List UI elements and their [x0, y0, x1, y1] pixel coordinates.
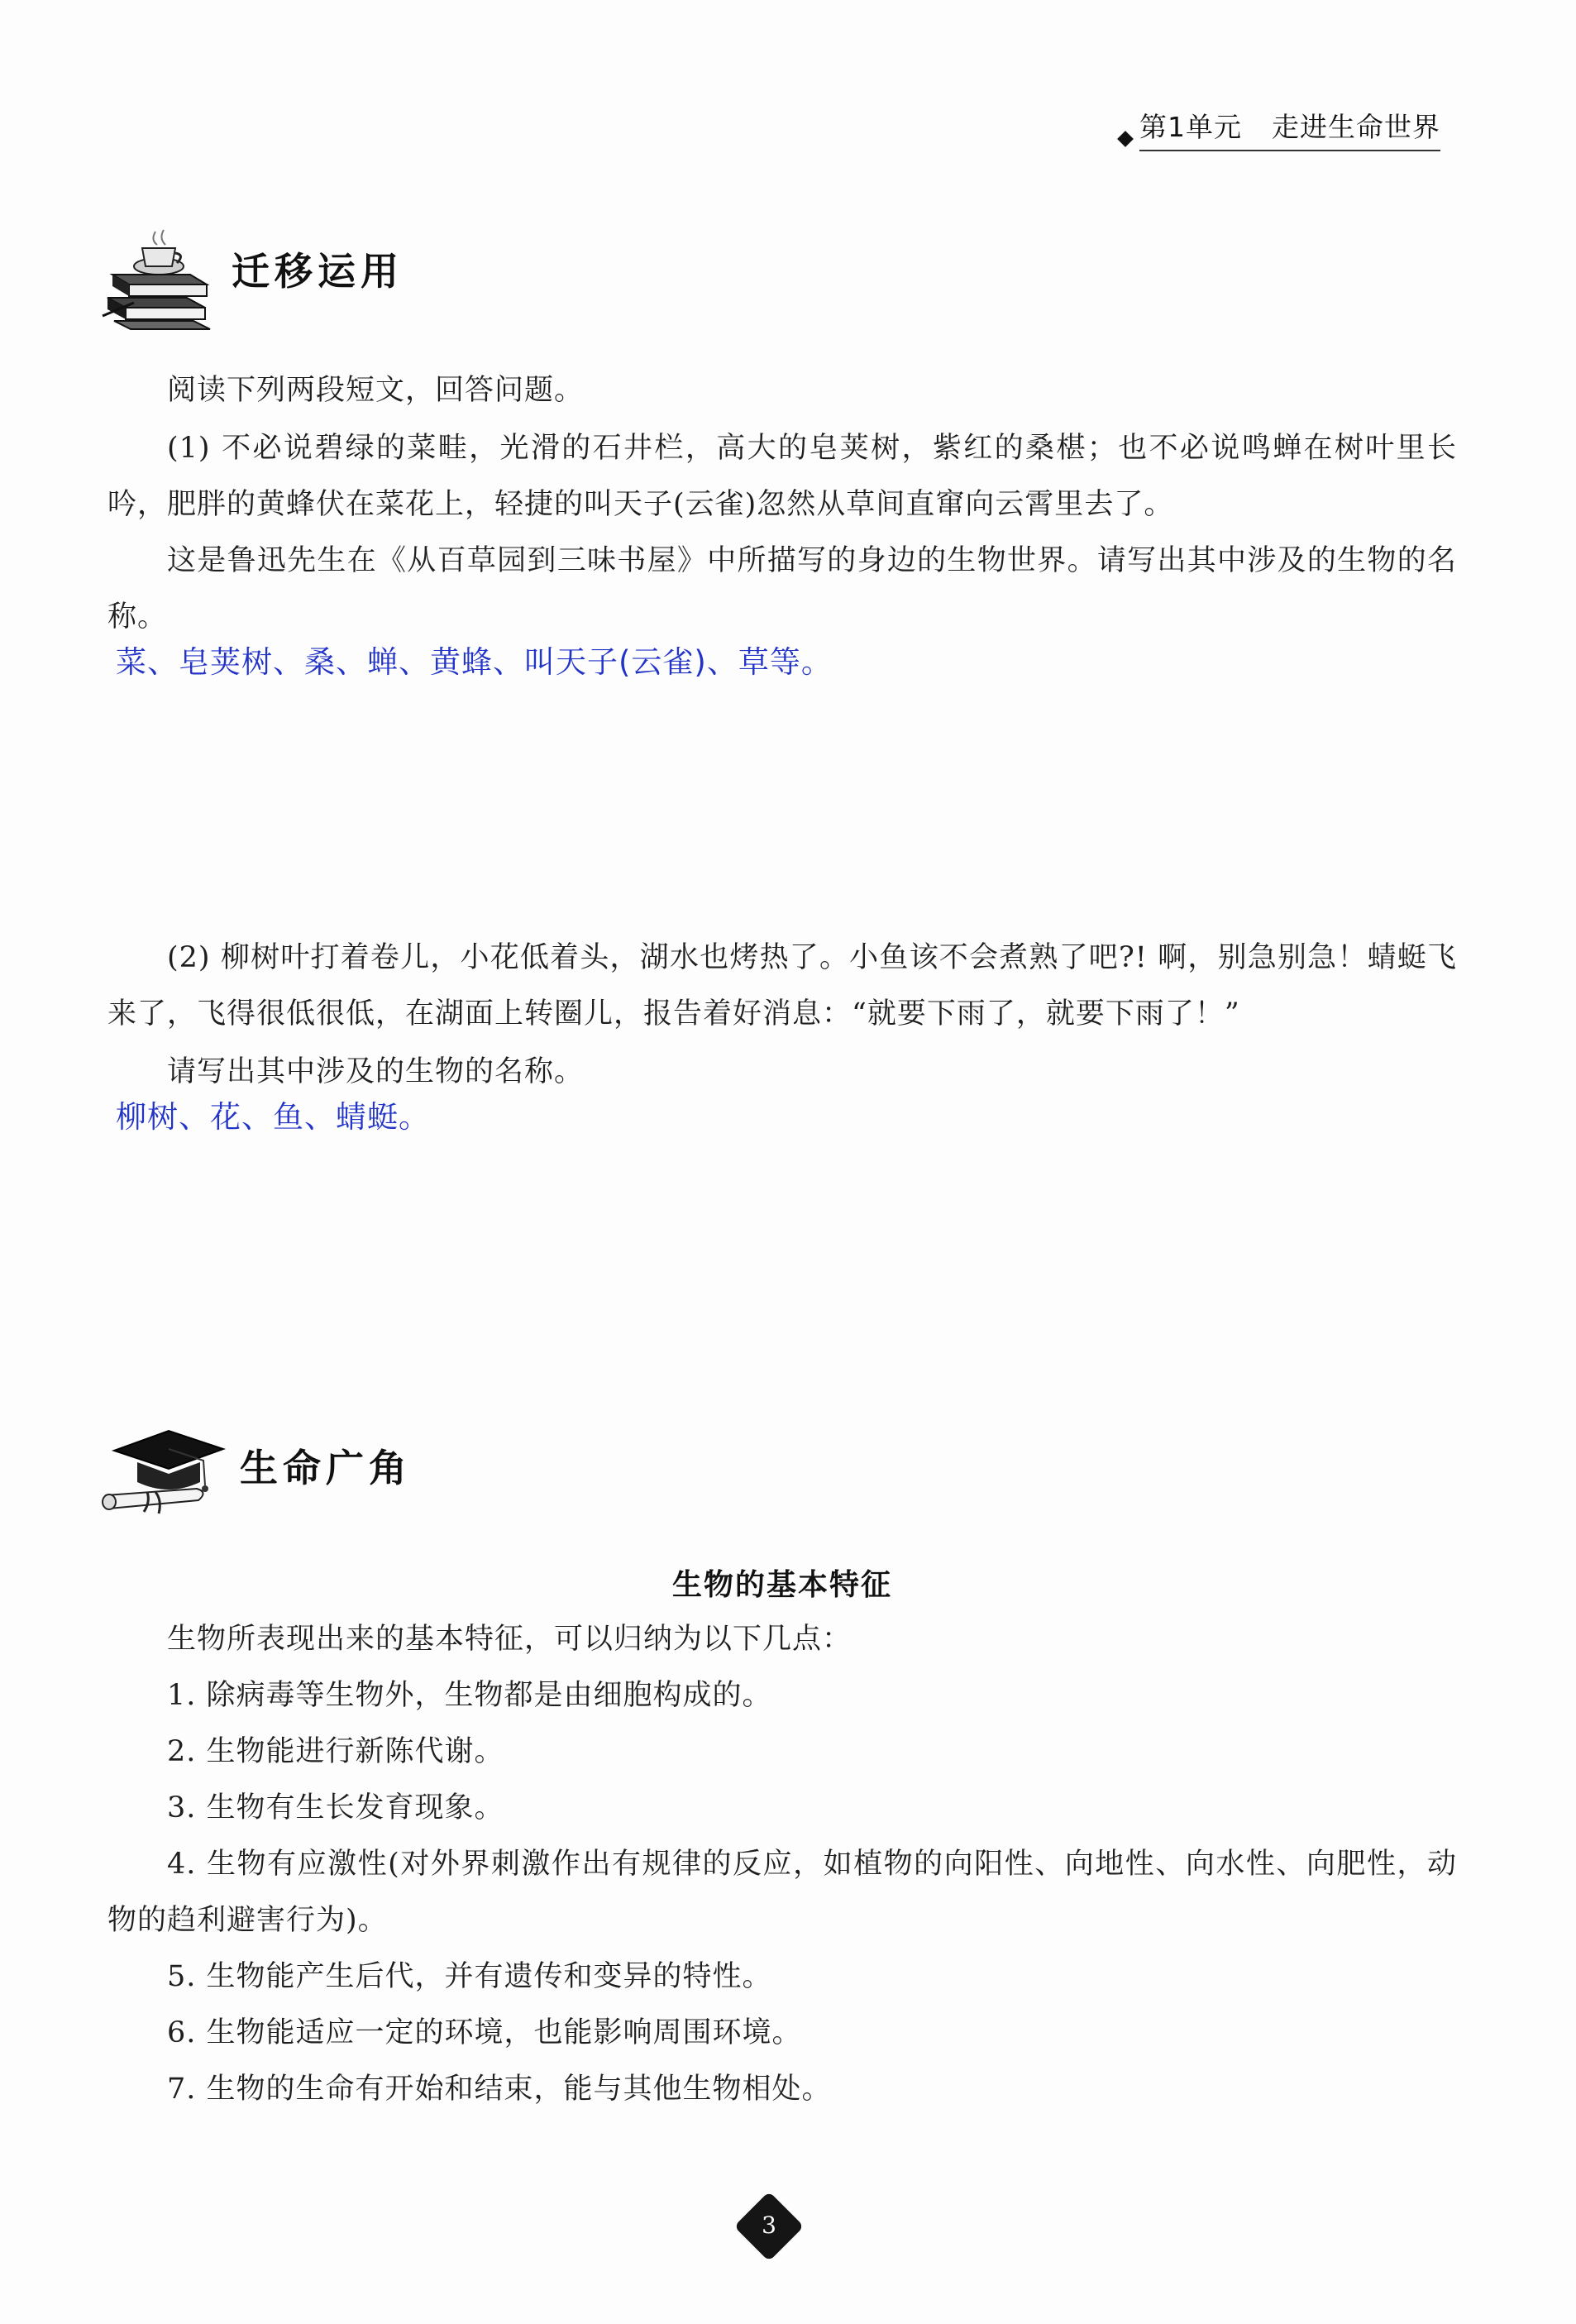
list-item: 2. 生物能进行新陈代谢。 — [167, 1735, 504, 1768]
section-head-life — [98, 1416, 412, 1523]
answer-2: 柳树、花、鱼、蜻蜓。 — [116, 1099, 430, 1135]
list-item: 6. 生物能适应一定的环境，也能影响周围环境。 — [167, 2016, 802, 2049]
page-header — [1120, 106, 1440, 151]
diamond-icon — [1117, 131, 1134, 147]
graduation-cap-icon — [98, 1416, 230, 1523]
list-item: 5. 生物能产生后代，并有遗传和变异的特性。 — [167, 1960, 772, 1993]
section-title: 生命广角 — [240, 1446, 412, 1490]
passage-1: (1) 不必说碧绿的菜畦，光滑的石井栏，高大的皂荚树，紫红的桑椹；也不必说鸣蝉在树叶里长吟，肥胖的黄蜂伏在菜花上，轻捷的叫天子(云雀)忽然从草间直窜向云霄里去了。 — [107, 432, 1457, 521]
question-1: 这是鲁迅先生在《从百草园到三味书屋》中所描写的身边的生物世界。请写出其中涉及的生物的名称。 — [107, 544, 1457, 634]
sub-title: 生物的基本特征 — [671, 1568, 892, 1602]
list-item: 3. 生物有生长发育现象。 — [167, 1791, 504, 1824]
list-item: 7. 生物的生命有开始和结束，能与其他生物相处。 — [167, 2073, 832, 2106]
unit-title: 走进生命世界 — [1272, 111, 1440, 143]
features-list — [107, 1667, 1457, 2117]
section-title: 迁移运用 — [232, 249, 404, 294]
page-number: 3 — [762, 2212, 776, 2239]
header-text — [1139, 106, 1440, 151]
list-item: 1. 除病毒等生物外，生物都是由细胞构成的。 — [167, 1679, 772, 1712]
question-2: 请写出其中涉及的生物的名称。 — [167, 1055, 585, 1088]
intro-text: 阅读下列两段短文，回答问题。 — [167, 374, 585, 407]
section-head-transfer — [98, 223, 404, 339]
features-intro: 生物所表现出来的基本特征，可以归纳为以下几点： — [167, 1623, 852, 1656]
answer-1: 菜、皂荚树、桑、蝉、黄蜂、叫天子(云雀)、草等。 — [116, 644, 833, 680]
list-item: 4. 生物有应激性(对外界刺激作出有规律的反应，如植物的向阳性、向地性、向水性、向肥性，动物的趋利避害行为)。 — [107, 1848, 1457, 1937]
passage-2: (2) 柳树叶打着卷儿，小花低着头，湖水也烤热了。小鱼该不会煮熟了吧?! 啊，别急别急！蜻蜓飞来了，飞得很低很低，在湖面上转圈儿，报告着好消息：“就要下雨了，就要下雨了！” — [107, 941, 1457, 1030]
unit-label: 第1单元 — [1139, 111, 1242, 143]
books-cup-icon — [98, 223, 222, 339]
